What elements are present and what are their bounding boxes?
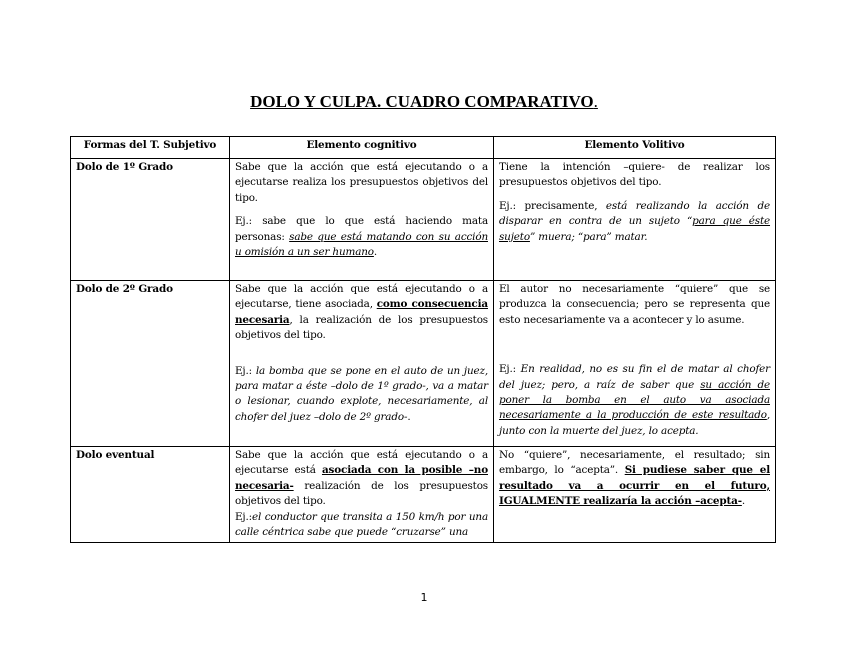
italic-text: ” muera; “para” matar. <box>529 230 648 243</box>
cell-volitivo-2 <box>494 281 776 447</box>
text-run: realización de los presupuestos objetivos del tipo. <box>235 479 488 508</box>
row-label-dolo-1-grado: Dolo de 1º Grado <box>71 159 230 281</box>
emphasis-text: sabe que está matando con su acción u omisión a un ser humano <box>235 230 488 259</box>
italic-text: la bomba que se pone en el auto de un juez, para matar a éste –dolo de 1º grado-, va a matar o lesionar, cuando explote, necesariamente, al chofer del juez –dolo de 2º grado- <box>235 364 488 423</box>
cell-cognitivo-1 <box>230 159 494 281</box>
cell-cognitivo-3 <box>230 447 494 543</box>
text-run: . <box>407 410 411 423</box>
page-title <box>0 92 848 112</box>
text-run: Ej.: sabe que lo que está haciendo mata personas: <box>235 215 488 243</box>
row-label-dolo-2-grado: Dolo de 2º Grado <box>71 281 230 447</box>
cell-paragraph <box>235 282 488 344</box>
table-row <box>71 447 776 543</box>
emphasis-text: su acción de poner la bomba en el auto va asociada necesariamente a la producción de este resultado <box>499 378 770 422</box>
cell-paragraph: Sabe que la acción que está ejecutando o a ejecutarse realiza los presupuestos objetivos del tipo. <box>235 161 488 204</box>
text-run: Sabe que la acción que está ejecutando o a ejecutarse está <box>235 449 488 477</box>
cell-paragraph <box>499 448 770 510</box>
italic-text: está realizando la acción de disparar en contra de un sujeto “ <box>499 199 771 228</box>
emphasis-text: para que éste sujeto <box>499 215 771 243</box>
header-volitivo: Elemento Volitivo <box>494 137 776 159</box>
text-run: . <box>373 246 378 259</box>
table-row <box>71 159 776 281</box>
italic-text: , junto con la muerte del juez, lo acepta. <box>499 409 770 437</box>
text-run: No “quiere”, necesariamente, el resultado; sin embargo, lo “acepta”. <box>499 449 770 477</box>
text-run: . <box>741 495 746 508</box>
cell-paragraph: El autor no necesariamente “quiere” que se produzca la consecuencia; pero se representa que esto necesariamente va a acontecer y lo asume. <box>499 283 770 326</box>
header-formas: Formas del T. Subjetivo <box>71 137 230 159</box>
cell-paragraph <box>499 362 770 439</box>
text-run: Ej.: <box>235 364 256 377</box>
cell-volitivo-3 <box>494 447 776 543</box>
cell-paragraph <box>499 199 770 245</box>
row-label-dolo-eventual: Dolo eventual <box>71 447 230 543</box>
bold-underline-text: asociada con la posible –no necesaria- <box>235 464 488 492</box>
table-row <box>71 281 776 447</box>
page-number: 1 <box>420 591 428 604</box>
cell-cognitivo-2 <box>230 281 494 447</box>
table-header-row <box>71 137 776 159</box>
text-run: Sabe que la acción que está ejecutando o a ejecutarse, tiene asociada, <box>235 283 488 311</box>
cell-paragraph <box>235 448 488 510</box>
comparison-table <box>70 136 776 543</box>
text-run: Ej.: precisamente, <box>499 199 606 212</box>
cell-paragraph <box>235 510 488 541</box>
cell-paragraph <box>235 214 488 260</box>
title-text: DOLO Y CULPA. CUADRO COMPARATIVO <box>250 92 594 111</box>
italic-text: En realidad, no es su fin el de matar al chofer del juez; pero, a raíz de saber que <box>499 363 770 391</box>
cell-paragraph: Tiene la intención –quiere- de realizar los presupuestos objetivos del tipo. <box>499 161 770 189</box>
cell-volitivo-1 <box>494 159 776 281</box>
cell-paragraph <box>235 364 488 426</box>
text-run: Ej.: <box>499 363 521 376</box>
bold-underline-text: Si pudiese saber que el resultado va a ocurrir en el futuro, IGUALMENTE realizaría la acción –acepta- <box>499 464 770 508</box>
bold-underline-text: como consecuencia necesaria <box>235 298 488 326</box>
italic-text: el conductor que transita a 150 km/h por una calle céntrica sabe que puede “cruzarse” una <box>235 510 488 539</box>
header-cognitivo: Elemento cognitivo <box>230 137 494 159</box>
text-run: Ej.: <box>235 510 253 523</box>
text-run: , la realización de los presupuestos objetivos del tipo. <box>235 313 488 342</box>
title-suffix: . <box>593 92 598 111</box>
